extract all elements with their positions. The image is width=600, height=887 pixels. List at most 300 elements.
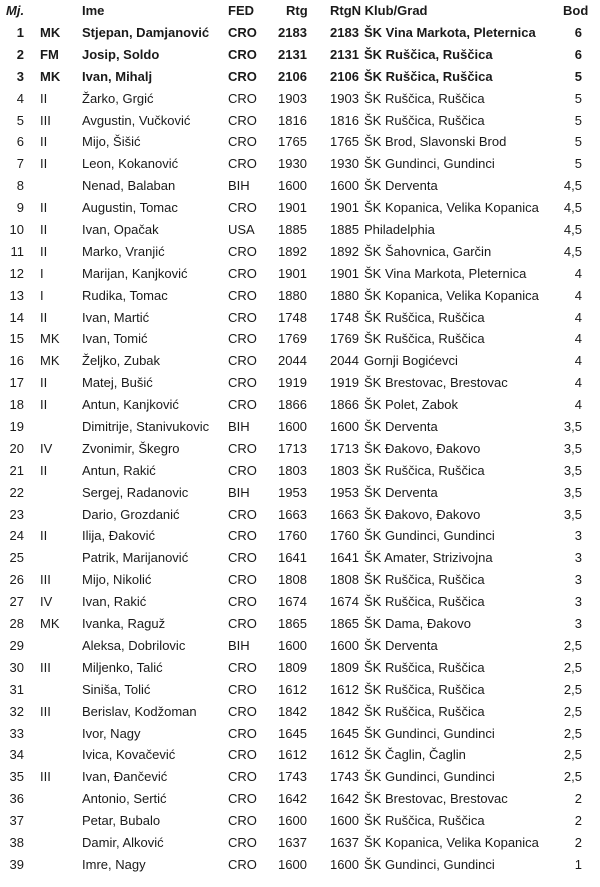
cell-national-rating: 1769 bbox=[330, 331, 359, 347]
cell-player-name: Avgustin, Vučković bbox=[82, 112, 191, 128]
cell-points: 2,5 bbox=[563, 769, 582, 785]
cell-club: ŠK Ruščica, Ruščica bbox=[364, 46, 493, 62]
cell-national-rating: 1600 bbox=[330, 178, 359, 194]
cell-national-rating: 1600 bbox=[330, 419, 359, 435]
cell-title: MK bbox=[40, 353, 60, 369]
cell-rating: 1865 bbox=[278, 616, 307, 632]
cell-points: 6 bbox=[574, 46, 582, 62]
table-row bbox=[0, 679, 600, 701]
cell-club: ŠK Gundinci, Gundinci bbox=[364, 725, 495, 741]
cell-rating: 1743 bbox=[278, 769, 307, 785]
cell-rank: 2 bbox=[16, 46, 24, 62]
cell-federation: CRO bbox=[228, 659, 257, 675]
table-row bbox=[0, 854, 600, 876]
cell-rank: 36 bbox=[9, 791, 24, 807]
cell-federation: CRO bbox=[228, 200, 257, 216]
cell-points: 3 bbox=[574, 572, 582, 588]
cell-points: 2,5 bbox=[563, 659, 582, 675]
cell-rating: 1637 bbox=[278, 834, 307, 850]
cell-points: 4,5 bbox=[563, 200, 582, 216]
cell-federation: CRO bbox=[228, 791, 257, 807]
cell-rank: 21 bbox=[9, 462, 24, 478]
cell-player-name: Stjepan, Damjanović bbox=[82, 25, 210, 40]
cell-player-name: Žarko, Grgić bbox=[82, 90, 154, 106]
cell-points: 5 bbox=[574, 68, 582, 84]
cell-national-rating: 1953 bbox=[330, 484, 359, 500]
table-row bbox=[0, 66, 600, 88]
cell-player-name: Ivica, Kovačević bbox=[82, 747, 176, 763]
table-row bbox=[0, 44, 600, 66]
cell-rank: 37 bbox=[9, 813, 24, 829]
cell-federation: CRO bbox=[228, 397, 257, 413]
cell-federation: BIH bbox=[228, 419, 250, 435]
cell-player-name: Rudika, Tomac bbox=[82, 287, 168, 303]
cell-title: MK bbox=[40, 331, 60, 347]
cell-points: 4 bbox=[574, 397, 582, 413]
table-row bbox=[0, 285, 600, 307]
cell-points: 2,5 bbox=[563, 747, 582, 763]
cell-rank: 32 bbox=[9, 703, 24, 719]
cell-federation: CRO bbox=[228, 375, 257, 391]
cell-federation: CRO bbox=[228, 440, 257, 456]
cell-federation: CRO bbox=[228, 594, 257, 610]
table-row bbox=[0, 372, 600, 394]
table-row bbox=[0, 328, 600, 350]
cell-federation: CRO bbox=[228, 834, 257, 850]
cell-rank: 18 bbox=[9, 397, 24, 413]
cell-federation: CRO bbox=[228, 769, 257, 785]
cell-club: ŠK Vina Markota, Pleternica bbox=[364, 25, 536, 40]
cell-federation: CRO bbox=[228, 353, 257, 369]
cell-points: 2,5 bbox=[563, 681, 582, 697]
cell-federation: CRO bbox=[228, 725, 257, 741]
cell-federation: CRO bbox=[228, 156, 257, 172]
cell-federation: CRO bbox=[228, 681, 257, 697]
cell-club: ŠK Ruščica, Ruščica bbox=[364, 594, 485, 610]
table-row bbox=[0, 438, 600, 460]
cell-rating: 1612 bbox=[278, 747, 307, 763]
cell-club: ŠK Đakovo, Đakovo bbox=[364, 440, 481, 456]
header-rank: Mj. bbox=[6, 3, 25, 18]
cell-rating: 1880 bbox=[278, 287, 307, 303]
cell-points: 3,5 bbox=[563, 484, 582, 500]
cell-points: 1 bbox=[574, 856, 582, 872]
cell-federation: CRO bbox=[228, 265, 257, 281]
cell-player-name: Ilija, Đaković bbox=[82, 528, 155, 544]
cell-rank: 28 bbox=[9, 616, 24, 632]
cell-national-rating: 1866 bbox=[330, 397, 359, 413]
cell-rating: 1713 bbox=[278, 440, 307, 456]
cell-federation: CRO bbox=[228, 287, 257, 303]
cell-title: II bbox=[40, 156, 48, 172]
cell-title: I bbox=[40, 287, 44, 303]
cell-player-name: Nenad, Balaban bbox=[82, 178, 176, 194]
cell-player-name: Augustin, Tomac bbox=[82, 200, 178, 216]
table-row bbox=[0, 591, 600, 613]
cell-player-name: Ivanka, Raguž bbox=[82, 616, 166, 632]
cell-title: II bbox=[40, 462, 48, 478]
cell-rating: 2106 bbox=[278, 68, 307, 84]
cell-player-name: Leon, Kokanović bbox=[82, 156, 179, 172]
cell-national-rating: 1743 bbox=[330, 769, 359, 785]
cell-club: ŠK Ruščica, Ruščica bbox=[364, 68, 493, 84]
table-body bbox=[0, 22, 600, 876]
cell-points: 4 bbox=[574, 331, 582, 347]
header-rating: Rtg bbox=[286, 3, 308, 18]
cell-title: II bbox=[40, 200, 48, 216]
cell-national-rating: 1713 bbox=[330, 440, 359, 456]
cell-player-name: Ivan, Tomić bbox=[82, 331, 148, 347]
cell-club: ŠK Gundinci, Gundinci bbox=[364, 769, 495, 785]
cell-player-name: Antun, Kanjković bbox=[82, 397, 179, 413]
table-row bbox=[0, 482, 600, 504]
cell-national-rating: 1930 bbox=[330, 156, 359, 172]
cell-title: I bbox=[40, 265, 44, 281]
cell-player-name: Mijo, Nikolić bbox=[82, 572, 152, 588]
cell-rank: 16 bbox=[9, 353, 24, 369]
cell-rating: 1760 bbox=[278, 528, 307, 544]
cell-rank: 26 bbox=[9, 572, 24, 588]
cell-player-name: Miljenko, Talić bbox=[82, 659, 163, 675]
cell-federation: CRO bbox=[228, 747, 257, 763]
cell-national-rating: 1612 bbox=[330, 747, 359, 763]
cell-club: ŠK Derventa bbox=[364, 178, 438, 194]
cell-player-name: Marijan, Kanjković bbox=[82, 265, 188, 281]
cell-rating: 1600 bbox=[278, 637, 307, 653]
table-row bbox=[0, 219, 600, 241]
cell-rank: 30 bbox=[9, 659, 24, 675]
cell-points: 4 bbox=[574, 265, 582, 281]
cell-national-rating: 1901 bbox=[330, 265, 359, 281]
cell-rank: 34 bbox=[9, 747, 24, 763]
cell-federation: CRO bbox=[228, 309, 257, 325]
cell-rating: 1885 bbox=[278, 222, 307, 238]
cell-rank: 39 bbox=[9, 856, 24, 872]
table-row bbox=[0, 504, 600, 526]
cell-title: II bbox=[40, 90, 48, 106]
cell-points: 4,5 bbox=[563, 222, 582, 238]
cell-club: ŠK Ruščica, Ruščica bbox=[364, 681, 485, 697]
cell-national-rating: 2131 bbox=[330, 46, 359, 62]
cell-national-rating: 1880 bbox=[330, 287, 359, 303]
cell-federation: BIH bbox=[228, 637, 250, 653]
table-row bbox=[0, 175, 600, 197]
table-row bbox=[0, 744, 600, 766]
cell-rank: 6 bbox=[16, 134, 24, 150]
cell-player-name: Ivan, Mihalj bbox=[82, 68, 153, 84]
cell-federation: CRO bbox=[228, 68, 257, 84]
cell-club: ŠK Kopanica, Velika Kopanica bbox=[364, 834, 539, 850]
cell-player-name: Ivor, Nagy bbox=[82, 725, 141, 741]
cell-points: 3 bbox=[574, 550, 582, 566]
cell-points: 3,5 bbox=[563, 506, 582, 522]
cell-rating: 1612 bbox=[278, 681, 307, 697]
cell-rating: 1953 bbox=[278, 484, 307, 500]
cell-points: 4 bbox=[574, 353, 582, 369]
cell-club: Philadelphia bbox=[364, 222, 435, 238]
table-header bbox=[0, 0, 600, 22]
cell-club: ŠK Ruščica, Ruščica bbox=[364, 462, 485, 478]
cell-club: Gornji Bogićevci bbox=[364, 353, 458, 369]
cell-player-name: Marko, Vranjić bbox=[82, 243, 165, 259]
table-row bbox=[0, 416, 600, 438]
cell-national-rating: 2106 bbox=[330, 68, 359, 84]
cell-federation: CRO bbox=[228, 331, 257, 347]
cell-rating: 1769 bbox=[278, 331, 307, 347]
cell-player-name: Mijo, Šišić bbox=[82, 134, 141, 150]
header-fed: FED bbox=[228, 3, 254, 18]
cell-player-name: Dimitrije, Stanivukovic bbox=[82, 419, 210, 435]
cell-national-rating: 1748 bbox=[330, 309, 359, 325]
cell-club: ŠK Ruščica, Ruščica bbox=[364, 703, 485, 719]
cell-national-rating: 1765 bbox=[330, 134, 359, 150]
cell-national-rating: 1600 bbox=[330, 637, 359, 653]
cell-federation: CRO bbox=[228, 462, 257, 478]
cell-rating: 1866 bbox=[278, 397, 307, 413]
cell-club: ŠK Ruščica, Ruščica bbox=[364, 813, 485, 829]
cell-rank: 7 bbox=[16, 156, 24, 172]
cell-club: ŠK Ruščica, Ruščica bbox=[364, 309, 485, 325]
cell-rating: 1803 bbox=[278, 462, 307, 478]
table-row bbox=[0, 832, 600, 854]
cell-title: III bbox=[40, 659, 51, 675]
cell-player-name: Dario, Grozdanić bbox=[82, 506, 180, 522]
cell-title: II bbox=[40, 375, 48, 391]
table-row bbox=[0, 263, 600, 285]
cell-federation: BIH bbox=[228, 178, 250, 194]
cell-points: 3,5 bbox=[563, 440, 582, 456]
cell-rank: 38 bbox=[9, 834, 24, 850]
cell-club: ŠK Ruščica, Ruščica bbox=[364, 90, 485, 106]
cell-federation: BIH bbox=[228, 484, 250, 500]
table-row bbox=[0, 110, 600, 132]
cell-rating: 2131 bbox=[278, 46, 307, 62]
cell-title: II bbox=[40, 222, 48, 238]
table-row bbox=[0, 788, 600, 810]
header-rtgn-club: RtgN Klub/Grad bbox=[330, 3, 428, 18]
cell-title: III bbox=[40, 572, 51, 588]
cell-player-name: Antonio, Sertić bbox=[82, 791, 167, 807]
cell-title: II bbox=[40, 134, 48, 150]
cell-rating: 1765 bbox=[278, 134, 307, 150]
cell-points: 3 bbox=[574, 528, 582, 544]
cell-national-rating: 1803 bbox=[330, 462, 359, 478]
cell-national-rating: 1600 bbox=[330, 813, 359, 829]
cell-club: ŠK Dama, Đakovo bbox=[364, 616, 471, 632]
cell-club: ŠK Derventa bbox=[364, 637, 438, 653]
cell-federation: CRO bbox=[228, 813, 257, 829]
cell-player-name: Imre, Nagy bbox=[82, 856, 146, 872]
cell-club: ŠK Gundinci, Gundinci bbox=[364, 528, 495, 544]
cell-national-rating: 2183 bbox=[330, 25, 359, 40]
cell-national-rating: 1892 bbox=[330, 243, 359, 259]
cell-federation: CRO bbox=[228, 550, 257, 566]
table-row bbox=[0, 394, 600, 416]
cell-national-rating: 1674 bbox=[330, 594, 359, 610]
cell-rank: 15 bbox=[9, 331, 24, 347]
cell-rank: 25 bbox=[9, 550, 24, 566]
cell-national-rating: 1600 bbox=[330, 856, 359, 872]
cell-rank: 24 bbox=[9, 528, 24, 544]
cell-club: ŠK Čaglin, Čaglin bbox=[364, 747, 466, 763]
cell-title: II bbox=[40, 309, 48, 325]
cell-club: ŠK Kopanica, Velika Kopanica bbox=[364, 287, 539, 303]
cell-rating: 2044 bbox=[278, 353, 307, 369]
cell-points: 5 bbox=[574, 156, 582, 172]
cell-club: ŠK Derventa bbox=[364, 484, 438, 500]
cell-rating: 1600 bbox=[278, 813, 307, 829]
cell-player-name: Ivan, Opačak bbox=[82, 222, 159, 238]
cell-points: 4 bbox=[574, 309, 582, 325]
cell-rank: 12 bbox=[9, 265, 24, 281]
table-row bbox=[0, 766, 600, 788]
cell-title: MK bbox=[40, 25, 61, 40]
cell-points: 4 bbox=[574, 287, 582, 303]
cell-player-name: Josip, Soldo bbox=[82, 46, 160, 62]
cell-title: III bbox=[40, 769, 51, 785]
table-row bbox=[0, 241, 600, 263]
table-row bbox=[0, 547, 600, 569]
cell-national-rating: 1808 bbox=[330, 572, 359, 588]
cell-rating: 1641 bbox=[278, 550, 307, 566]
cell-rank: 10 bbox=[9, 222, 24, 238]
cell-rating: 1901 bbox=[278, 265, 307, 281]
cell-club: ŠK Đakovo, Đakovo bbox=[364, 506, 481, 522]
cell-player-name: Damir, Alković bbox=[82, 834, 164, 850]
cell-points: 2 bbox=[574, 813, 582, 829]
cell-rating: 1809 bbox=[278, 659, 307, 675]
table-row bbox=[0, 701, 600, 723]
cell-rating: 1600 bbox=[278, 419, 307, 435]
cell-federation: CRO bbox=[228, 90, 257, 106]
cell-points: 3,5 bbox=[563, 419, 582, 435]
cell-points: 4,5 bbox=[563, 178, 582, 194]
table-row bbox=[0, 810, 600, 832]
cell-rank: 4 bbox=[16, 90, 24, 106]
cell-title: MK bbox=[40, 68, 61, 84]
table-row bbox=[0, 525, 600, 547]
cell-points: 5 bbox=[574, 134, 582, 150]
cell-federation: CRO bbox=[228, 616, 257, 632]
cell-rank: 19 bbox=[9, 419, 24, 435]
cell-club: ŠK Brestovac, Brestovac bbox=[364, 375, 508, 391]
table-row bbox=[0, 22, 600, 44]
cell-rank: 22 bbox=[9, 484, 24, 500]
cell-rating: 1892 bbox=[278, 243, 307, 259]
cell-rank: 14 bbox=[9, 309, 24, 325]
cell-player-name: Aleksa, Dobrilovic bbox=[82, 637, 186, 653]
cell-player-name: Ivan, Đančević bbox=[82, 769, 168, 785]
cell-points: 4 bbox=[574, 375, 582, 391]
cell-national-rating: 1612 bbox=[330, 681, 359, 697]
cell-federation: USA bbox=[228, 222, 255, 238]
cell-title: II bbox=[40, 397, 48, 413]
cell-national-rating: 1641 bbox=[330, 550, 359, 566]
table-row bbox=[0, 460, 600, 482]
cell-federation: CRO bbox=[228, 243, 257, 259]
table-row bbox=[0, 657, 600, 679]
cell-rank: 3 bbox=[16, 68, 24, 84]
cell-club: ŠK Vina Markota, Pleternica bbox=[364, 265, 527, 281]
cell-title: IV bbox=[40, 594, 53, 610]
cell-rating: 1816 bbox=[278, 112, 307, 128]
cell-federation: CRO bbox=[228, 25, 257, 40]
table-row bbox=[0, 153, 600, 175]
cell-rank: 8 bbox=[16, 178, 24, 194]
cell-national-rating: 1760 bbox=[330, 528, 359, 544]
cell-rank: 11 bbox=[10, 243, 24, 259]
cell-national-rating: 1903 bbox=[330, 90, 359, 106]
cell-club: ŠK Ruščica, Ruščica bbox=[364, 112, 485, 128]
cell-rank: 20 bbox=[9, 440, 24, 456]
cell-player-name: Petar, Bubalo bbox=[82, 813, 161, 829]
cell-rating: 1645 bbox=[278, 725, 307, 741]
cell-club: ŠK Ruščica, Ruščica bbox=[364, 572, 485, 588]
cell-national-rating: 1645 bbox=[330, 725, 359, 741]
cell-points: 3 bbox=[574, 594, 582, 610]
table-row bbox=[0, 569, 600, 591]
cell-rank: 13 bbox=[9, 287, 24, 303]
cell-points: 5 bbox=[574, 90, 582, 106]
cell-rank: 27 bbox=[9, 594, 24, 610]
cell-title: II bbox=[40, 528, 48, 544]
cell-national-rating: 1885 bbox=[330, 222, 359, 238]
cell-points: 2 bbox=[574, 791, 582, 807]
cell-player-name: Berislav, Kodžoman bbox=[82, 703, 197, 719]
cell-rating: 1842 bbox=[278, 703, 307, 719]
cell-federation: CRO bbox=[228, 46, 257, 62]
table-row bbox=[0, 613, 600, 635]
cell-club: ŠK Brod, Slavonski Brod bbox=[364, 134, 507, 150]
cell-player-name: Patrik, Marijanović bbox=[82, 550, 189, 566]
table-row bbox=[0, 723, 600, 745]
cell-player-name: Siniša, Tolić bbox=[82, 681, 151, 697]
cell-rating: 1600 bbox=[278, 178, 307, 194]
cell-federation: CRO bbox=[228, 856, 257, 872]
cell-rank: 1 bbox=[16, 25, 24, 40]
cell-federation: CRO bbox=[228, 572, 257, 588]
cell-national-rating: 1637 bbox=[330, 834, 359, 850]
cell-rank: 5 bbox=[16, 112, 24, 128]
table-row bbox=[0, 131, 600, 153]
cell-club: ŠK Polet, Zabok bbox=[364, 397, 458, 413]
cell-club: ŠK Amater, Strizivojna bbox=[364, 550, 493, 566]
cell-rating: 1919 bbox=[278, 375, 307, 391]
cell-federation: CRO bbox=[228, 506, 257, 522]
cell-rating: 1674 bbox=[278, 594, 307, 610]
table-row bbox=[0, 635, 600, 657]
cell-federation: CRO bbox=[228, 112, 257, 128]
cell-federation: CRO bbox=[228, 703, 257, 719]
cell-national-rating: 2044 bbox=[330, 353, 359, 369]
cell-rating: 1808 bbox=[278, 572, 307, 588]
cell-player-name: Matej, Bušić bbox=[82, 375, 153, 391]
cell-rank: 17 bbox=[9, 375, 24, 391]
cell-points: 2,5 bbox=[563, 725, 582, 741]
table-row bbox=[0, 197, 600, 219]
cell-title: III bbox=[40, 703, 51, 719]
cell-title: IV bbox=[40, 440, 53, 456]
cell-title: III bbox=[40, 112, 51, 128]
header-name: Ime bbox=[82, 3, 105, 18]
cell-club: ŠK Ruščica, Ruščica bbox=[364, 659, 485, 675]
cell-points: 6 bbox=[574, 25, 582, 40]
cell-club: ŠK Brestovac, Brestovac bbox=[364, 791, 508, 807]
cell-points: 3 bbox=[574, 616, 582, 632]
cell-title: FM bbox=[40, 46, 59, 62]
cell-points: 2 bbox=[574, 834, 582, 850]
cell-rating: 1748 bbox=[278, 309, 307, 325]
